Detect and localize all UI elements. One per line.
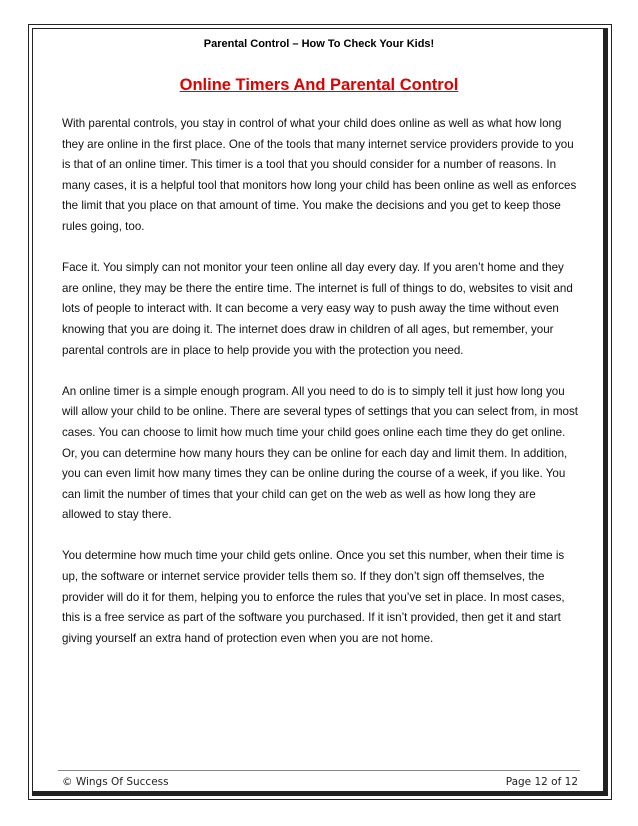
- paragraph: With parental controls, you stay in control of what your child does online as well as what how long they are online in the first place. One of the tools that many internet service providers provide to you is that of an online timer. This timer is a tool that you should consider for a number of reasons. In many cases, it is a helpful tool that monitors how long your child has been online as well as enforces the limit that you place on that amount of time. You make the decisions and you get to keep those rules going, too.: [62, 117, 577, 233]
- section-title: Online Timers And Parental Control: [179, 76, 459, 94]
- page-number: Page 12 of 12: [505, 776, 578, 788]
- running-header: Parental Control – How To Check Your Kids!: [203, 38, 435, 50]
- footer-divider: [58, 770, 580, 771]
- paragraph: Face it. You simply can not monitor your teen online all day every day. If you aren’t home and they are online, they may be there the entire time. The internet is full of things to do, websites to visit and lots of people to interact with. It can become a very easy way to push away the time without even knowing that you are doing it. The internet does draw in children of all ages, but remember, your parental controls are in place to help provide you with the protection you need.: [62, 261, 573, 357]
- paragraph: You determine how much time your child gets online. Once you set this number, when their time is up, the software or internet service provider tells them so. If they don’t sign off themselves, the provider will do it for them, helping you to enforce the rules that you’ve set in place. In most cases, this is a free service as part of the software you purchased. If it isn’t provided, then get it and start giving yourself an extra hand of protection even when you are not home.: [62, 549, 565, 645]
- body-text: [62, 114, 578, 670]
- paragraph: An online timer is a simple enough program. All you need to do is to simply tell it just how long you will allow your child to be online. There are several types of settings that you can select from, in most cases. You can choose to limit how much time your child goes online each time they do get online. Or, you can determine how many hours they can be online for each day and limit them. In addition, you can even limit how many times they can be online during the course of a week, if you like. You can limit the number of times that your child can get on the web as well as how long they are allowed to stay there.: [62, 384, 578, 522]
- footer-copyright: © Wings Of Success: [62, 776, 169, 788]
